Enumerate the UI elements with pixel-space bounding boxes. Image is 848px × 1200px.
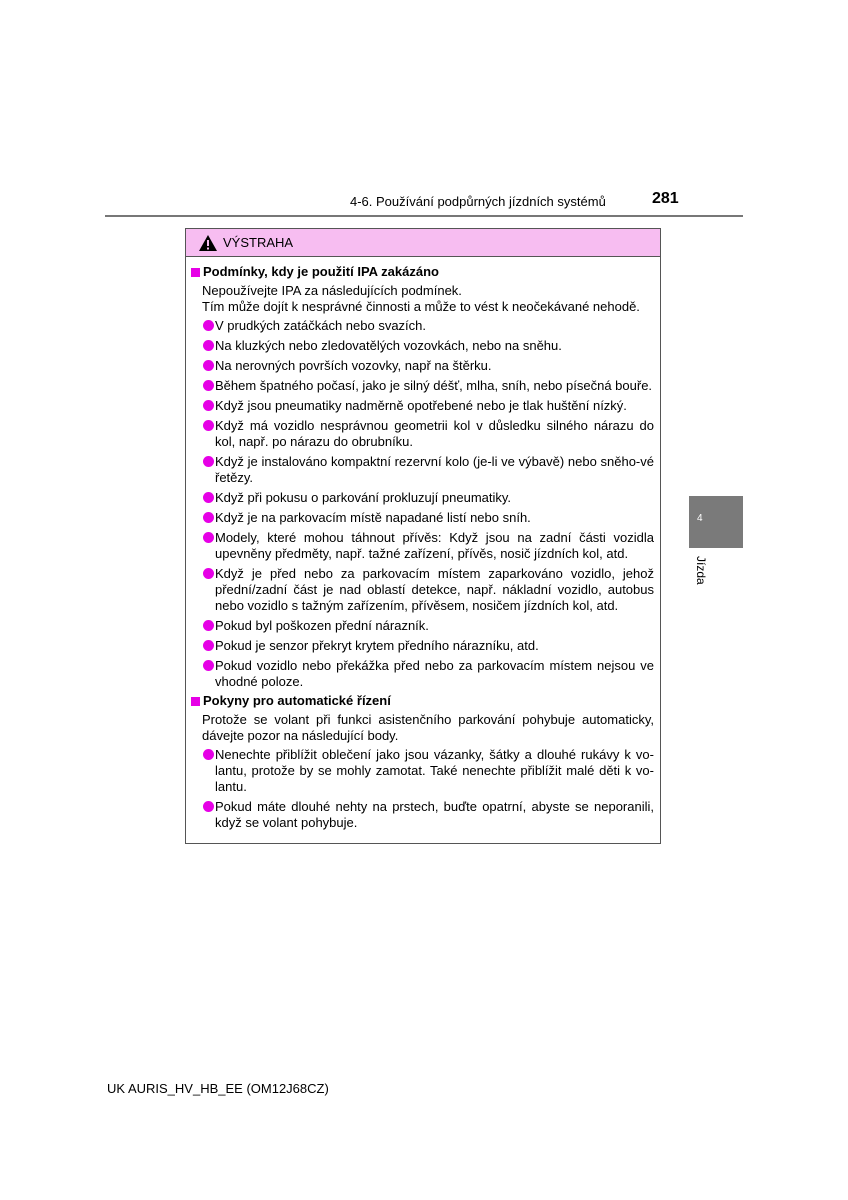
circle-bullet-icon: [203, 660, 214, 671]
circle-bullet-icon: [203, 360, 214, 371]
list-item-text: Když je na parkovacím místě napadané listí nebo sníh.: [215, 510, 531, 525]
chapter-number: 4: [697, 513, 703, 524]
section-heading: [189, 264, 654, 280]
list-item: [189, 658, 654, 690]
list-item: [189, 638, 654, 654]
section-heading-text: Podmínky, kdy je použití IPA zakázáno: [203, 264, 439, 279]
list-item-text: Modely, které mohou táhnout přívěs: Když jsou na zadní části vozidla upevněny předměty, např. tažné zařízení, přívěs, nosič jízdních kol, atd.: [215, 530, 654, 561]
section-title: 4-6. Používání podpůrných jízdních systémů: [350, 194, 606, 209]
circle-bullet-icon: [203, 456, 214, 467]
circle-bullet-icon: [203, 512, 214, 523]
paragraph: Tím může dojít k nesprávné činnosti a může to vést k neočekávané nehodě.: [202, 299, 640, 314]
document-code: UK AURIS_HV_HB_EE (OM12J68CZ): [107, 1081, 329, 1096]
warning-triangle-icon: [198, 234, 218, 252]
list-item-text: Když je instalováno kompaktní rezervní kolo (je-li ve výbavě) nebo sněho-vé řetězy.: [215, 454, 654, 485]
chapter-name: Jízda: [694, 556, 708, 585]
section-heading-text: Pokyny pro automatické řízení: [203, 693, 391, 708]
circle-bullet-icon: [203, 640, 214, 651]
circle-bullet-icon: [203, 749, 214, 760]
list-item-text: Během špatného počasí, jako je silný déšť, mlha, sníh, nebo písečná bouře.: [215, 378, 653, 393]
section-heading: [189, 693, 654, 709]
list-item: [189, 510, 654, 526]
list-item: [189, 338, 654, 354]
warning-header: [186, 229, 660, 257]
warning-title: VÝSTRAHA: [223, 235, 294, 250]
list-item: [189, 799, 654, 831]
list-item-text: Pokud máte dlouhé nehty na prstech, buďte opatrní, abyste se neporanili, když se volant pohybuje.: [215, 799, 654, 830]
page-number: 281: [652, 190, 679, 207]
list-item: [189, 378, 654, 394]
paragraph: Nepoužívejte IPA za následujících podmínek.: [202, 283, 462, 298]
list-item: [189, 747, 654, 795]
list-item-text: Když má vozidlo nesprávnou geometrii kol v důsledku silného nárazu do kol, např. po nárazu do obrubníku.: [215, 418, 654, 449]
list-item: [189, 530, 654, 562]
warning-body: [186, 257, 660, 831]
circle-bullet-icon: [203, 801, 214, 812]
list-item-text: Pokud vozidlo nebo překážka před nebo za parkovacím místem nejsou ve vhodné poloze.: [215, 658, 654, 689]
paragraph: Protože se volant při funkci asistenčního parkování pohybuje automaticky, dávejte pozor na následující body.: [202, 712, 654, 743]
list-item-text: Pokud byl poškozen přední nárazník.: [215, 618, 429, 633]
list-item-text: Pokud je senzor překryt krytem předního nárazníku, atd.: [215, 638, 539, 653]
circle-bullet-icon: [203, 340, 214, 351]
circle-bullet-icon: [203, 420, 214, 431]
circle-bullet-icon: [203, 568, 214, 579]
list-item: [189, 398, 654, 414]
list-item-text: Na nerovných površích vozovky, např na štěrku.: [215, 358, 492, 373]
circle-bullet-icon: [203, 532, 214, 543]
list-item-text: Když jsou pneumatiky nadměrně opotřebené nebo je tlak huštění nízký.: [215, 398, 627, 413]
list-item-text: Když je před nebo za parkovacím místem zaparkováno vozidlo, jehož přední/zadní část je nad oblastí detekce, např. nákladní vozidlo, autobus nebo vozidlo s tažným zařízením, přívěsem, nosičem jízdních kol, atd.: [215, 566, 654, 613]
list-item: [189, 566, 654, 614]
circle-bullet-icon: [203, 620, 214, 631]
list-item-text: V prudkých zatáčkách nebo svazích.: [215, 318, 427, 333]
list-item: [189, 418, 654, 450]
list-item: [189, 454, 654, 486]
square-bullet-icon: [191, 268, 200, 277]
list-item-text: Na kluzkých nebo zledovatělých vozovkách, nebo na sněhu.: [215, 338, 562, 353]
list-item-text: Nenechte přiblížit oblečení jako jsou vázanky, šátky a dlouhé rukávy k vo-lantu, protože by se mohly zamotat. Také nenechte přiblížit malé děti k vo-lantu.: [215, 747, 654, 794]
list-item: [189, 618, 654, 634]
circle-bullet-icon: [203, 492, 214, 503]
list-item: [189, 358, 654, 374]
square-bullet-icon: [191, 697, 200, 706]
warning-box: [185, 228, 661, 844]
header-divider: [105, 215, 743, 217]
list-item: [189, 490, 654, 506]
list-item: [189, 318, 654, 334]
circle-bullet-icon: [203, 320, 214, 331]
circle-bullet-icon: [203, 380, 214, 391]
list-item-text: Když při pokusu o parkování prokluzují pneumatiky.: [215, 490, 512, 505]
circle-bullet-icon: [203, 400, 214, 411]
